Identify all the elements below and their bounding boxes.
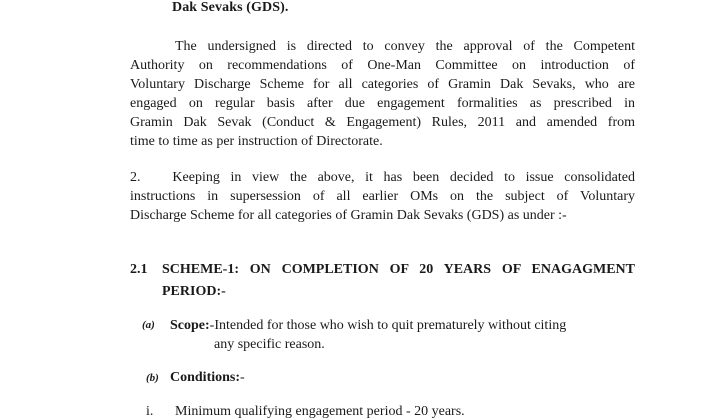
paragraph-1-line: Gramin Dak Sevak (Conduct & Engagement) Rules, 2011 and amended from	[130, 115, 635, 130]
section-heading-line-1	[130, 259, 635, 281]
paragraph-1-line: Authority on recommendations of One-Man Committee on introduction of	[130, 58, 635, 73]
section-title-line-2: PERIOD:-	[162, 284, 226, 299]
scope-label: Scope:	[170, 318, 210, 333]
item-a-line-1	[170, 316, 566, 335]
item-a-line-2: any specific reason.	[214, 337, 325, 352]
paragraph-2-line: 2. Keeping in view the above, it has been decided to issue consolidated	[130, 170, 635, 185]
section-title-line-1: SCHEME-1: ON COMPLETION OF 20 YEARS OF ENAGAGMENT	[162, 262, 635, 277]
conditions-suffix: -	[240, 370, 245, 385]
paragraph-2-line: Discharge Scheme for all categories of Gramin Dak Sevaks (GDS) as under :-	[130, 208, 567, 223]
paragraph-1-line: engaged on regular basis after due engagement formalities as prescribed in	[130, 96, 635, 111]
paragraph-1-line: Voluntary Discharge Scheme for all categories of Gramin Dak Sevaks, who are	[130, 77, 635, 92]
subject-line-tail: Dak Sevaks (GDS).	[172, 0, 289, 15]
section-heading	[130, 259, 635, 303]
item-a-marker: (a)	[142, 319, 155, 331]
section-number: 2.1	[130, 262, 148, 277]
paragraph-2	[130, 168, 635, 225]
item-i-marker: i.	[146, 404, 154, 419]
item-i-text: Minimum qualifying engagement period - 20 years.	[175, 404, 465, 419]
paragraph-1-line: time to time as per instruction of Directorate.	[130, 134, 383, 149]
paragraph-1-line: The undersigned is directed to convey the approval of the Competent	[175, 39, 635, 54]
item-b-line	[170, 368, 245, 387]
item-b-marker: (b)	[146, 372, 159, 384]
paragraph-2-line: instructions in supersession of all earlier OMs on the subject of Voluntary	[130, 189, 635, 204]
paragraph-1	[130, 37, 635, 151]
conditions-label: Conditions:	[170, 370, 241, 385]
scope-text: -Intended for those who wish to quit prematurely without citing	[209, 318, 567, 333]
